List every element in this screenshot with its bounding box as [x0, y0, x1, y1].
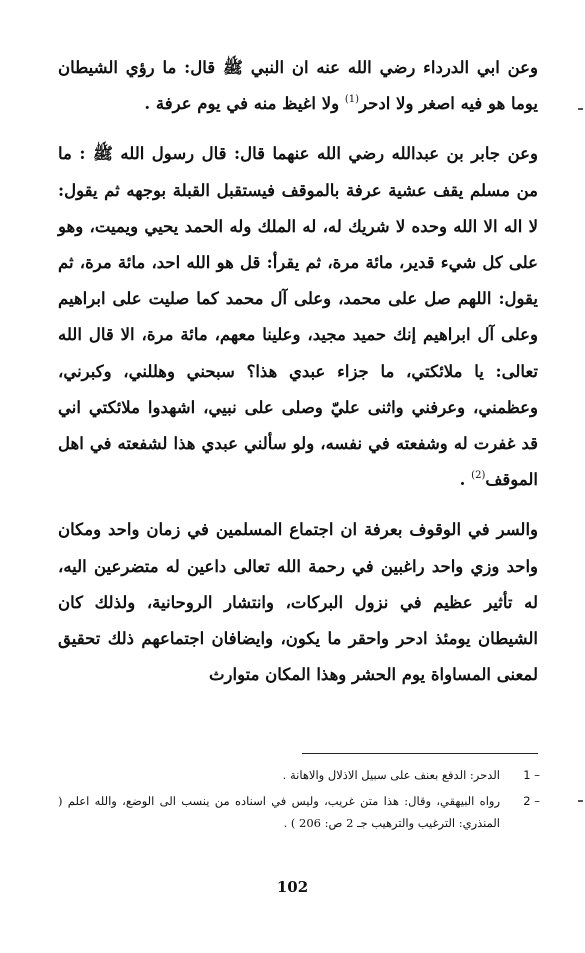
footnote-ref-2: (2) — [471, 470, 486, 482]
paragraph-2 — [58, 136, 538, 498]
paragraph-2-text-a: وعن جابر بن عبدالله رضي الله عنهما قال: قال رسول الله ﷺ : ما من مسلم يقف عشية عرفة بالموقف فيستقبل القبلة بوجهه ثم يقول: لا اله الا الله وحده لا شريك له، له الملك وله الحمد يحيي ويميت، وهو على كل شيء قدير، مائة مرة، ثم يقرأ: قل هو الله احد، مائة مرة، ثم يقول: اللهم صل على محمد، وعلى آل محمد كما صليت على ابراهيم وعلى آل ابراهيم إنك حميد مجيد، وعلينا معهم، مائة مرة، الا قال الله تعالى: يا ملائكتي، ما جزاء عبدي هذا؟ سبحني وهللني، وكبرني، وعظمني، وعرفني واثنى عليّ وصلى على نبيي، اشهدوا ملائكتي اني قد غفرت له وشفعته في نفسه، ولو سألني عبدي هذا لشفعته في اهل الموقف — [58, 144, 538, 490]
scan-edge-mark — [578, 800, 583, 802]
paragraph-3 — [58, 512, 538, 693]
footnote-1-mark: 1 – — [523, 768, 540, 782]
footnote-2 — [58, 790, 540, 834]
footnotes — [58, 764, 540, 838]
paragraph-3-text: والسر في الوقوف بعرفة ان اجتماع المسلمين في زمان واحد ومكان واحد وزي واحد راغبين في رحمة الله تعالى داعين له متضرعين اليه، له تأثير عظيم في نزول البركات، وانتشار الروحانية، ولذلك كان الشيطان يومئذ ادحر واحقر ما يكون، وايضافان اجتماعهم ذلك تحقيق لمعنى المساواة يوم الحشر وهذا المكان متوارث — [58, 520, 538, 685]
scan-edge-mark — [578, 108, 583, 110]
footnote-2-mark: 2 – — [523, 794, 540, 808]
footnote-ref-1: (1) — [344, 94, 360, 106]
paragraph-1-text-b: ولا اغيظ منه في يوم عرفة . — [144, 94, 345, 114]
paragraph-1 — [58, 50, 538, 122]
page-number: 102 — [276, 878, 309, 896]
footnote-1 — [58, 764, 540, 786]
footnote-2-text: رواه البيهقي، وقال: هذا متن غريب، وليس في اسناده من ينسب الى الوضع، والله اعلم ( المنذري: الترغيب والترهيب جـ 2 ص: 206 ) . — [58, 794, 500, 830]
paragraph-2-text-b: . — [459, 470, 472, 490]
paragraph-1-text-a: وعن ابي الدرداء رضي الله عنه ان النبي ﷺ قال: ما رؤي الشيطان يوما هو فيه اصغر ولا ادحر — [58, 58, 538, 114]
main-text — [58, 50, 538, 693]
footnote-separator — [302, 753, 538, 754]
footnote-1-text: الدحر: الدفع بعنف على سبيل الاذلال والاهانة . — [282, 768, 500, 782]
